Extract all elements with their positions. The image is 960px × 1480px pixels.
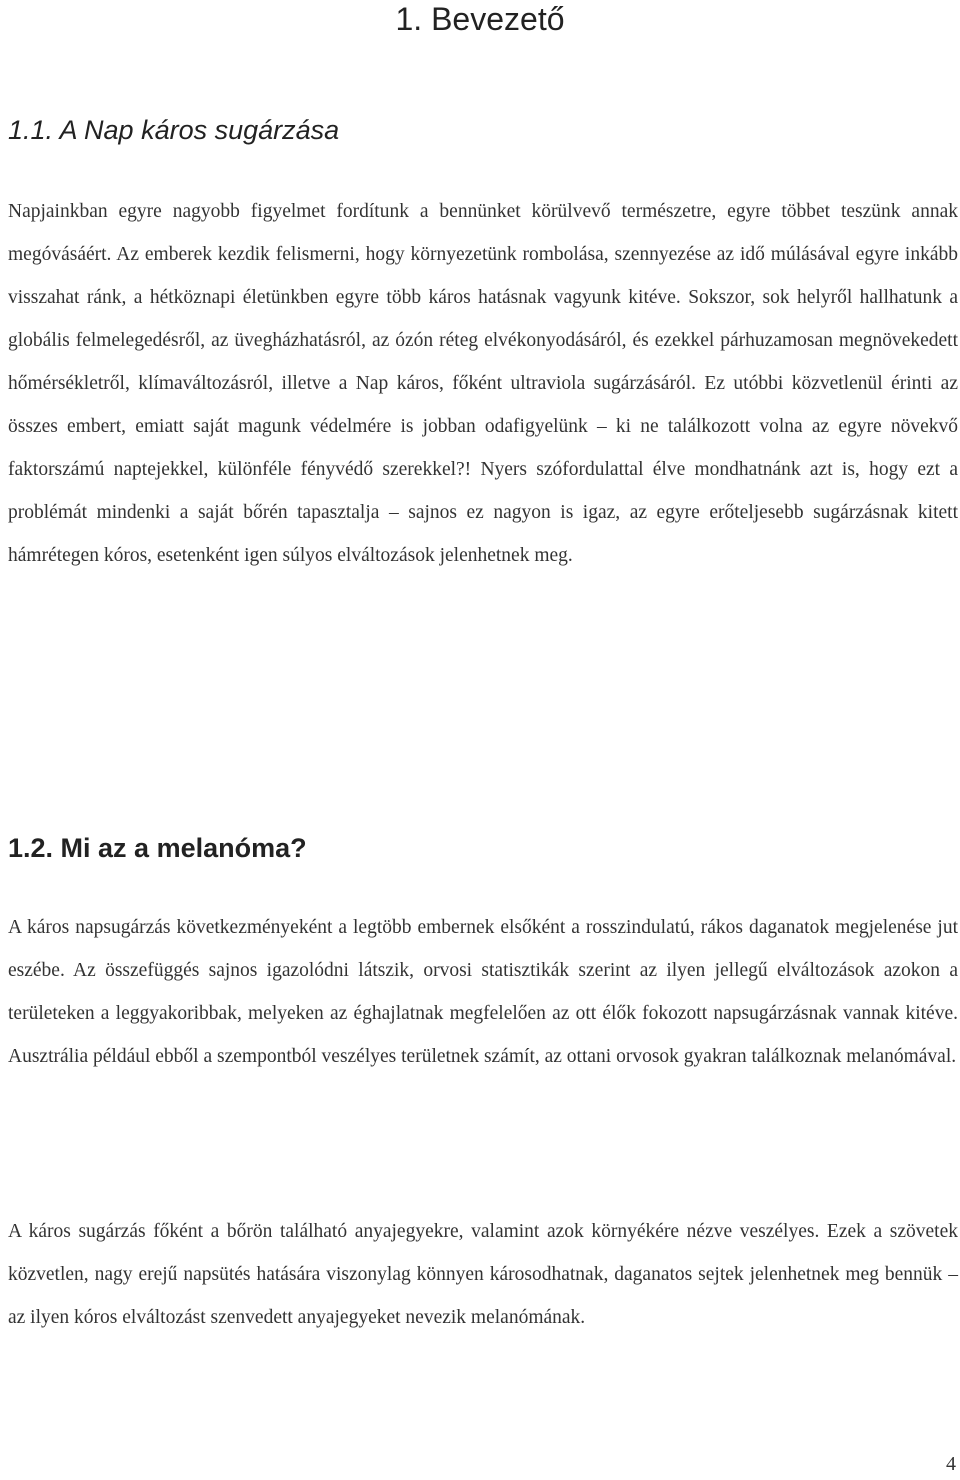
section-1-2-paragraph-1: A káros napsugárzás következményeként a legtöbb embernek elsőként a rosszindulatú, rákos daganatok megjelenése jut eszébe. Az összefüggés sajnos igazolódni látszik, orvosi statisztikák szerint az ilyen jellegű elváltozások azokon a területeken a leggyakoribbak, melyeken az éghajlatnak megfelelően az ott élők fokozott napsugárzásnak vannak kitéve. Ausztrália például ebből a szempontból veszélyes területnek számít, az ottani orvosok gyakran találkoznak melanómával. <box>8 917 958 1067</box>
section-heading-1-2: 1.2. Mi az a melanóma? <box>8 833 307 863</box>
chapter-heading: 1. Bevezető <box>395 1 565 37</box>
section-heading-1-1: 1.1. A Nap káros sugárzása <box>8 115 340 145</box>
section-1-1-paragraph: Napjainkban egyre nagyobb figyelmet fordítunk a bennünket körülvevő természetre, egyre többet teszünk annak megóvásáért. Az emberek kezdik felismerni, hogy környezetünk rombolása, szennyezése az idő múlásával egyre inkább visszahat ránk, a hétköznapi életünkben egyre több káros hatásnak vagyunk kitéve. Sokszor, sok helyről hallhatunk a globális felmelegedésről, az üvegházhatásról, az ózón réteg elvékonyodásáról, és ezekkel párhuzamosan megnövekedett hőmérsékletről, klímaváltozásról, illetve a Nap káros, főként ultraviola sugárzásáról. Ez utóbbi közvetlenül érinti az összes embert, emiatt saját magunk védelmére is jobban odafigyelünk – ki ne találkozott volna az egyre növekvő faktorszámú naptejekkel, különféle fényvédő szerekkel?! Nyers szófordulattal élve mondhatnánk azt is, hogy ezt a problémát mindenki a saját bőrén tapasztalja – sajnos ez nagyon is igaz, az egyre erőteljesebb sugárzásnak kitett hámrétegen kóros, esetenként igen súlyos elváltozások jelenhetnek meg. <box>8 201 958 566</box>
page-number: 4 <box>946 1453 956 1475</box>
section-1-2-paragraph-2: A káros sugárzás főként a bőrön található anyajegyekre, valamint azok környékére nézve veszélyes. Ezek a szövetek közvetlen, nagy erejű napsütés hatására viszonylag könnyen károsodhatnak, daganatos sejtek jelenhetnek meg bennük – az ilyen kóros elváltozást szenvedett anyajegyeket nevezik melanómának. <box>8 1221 958 1328</box>
